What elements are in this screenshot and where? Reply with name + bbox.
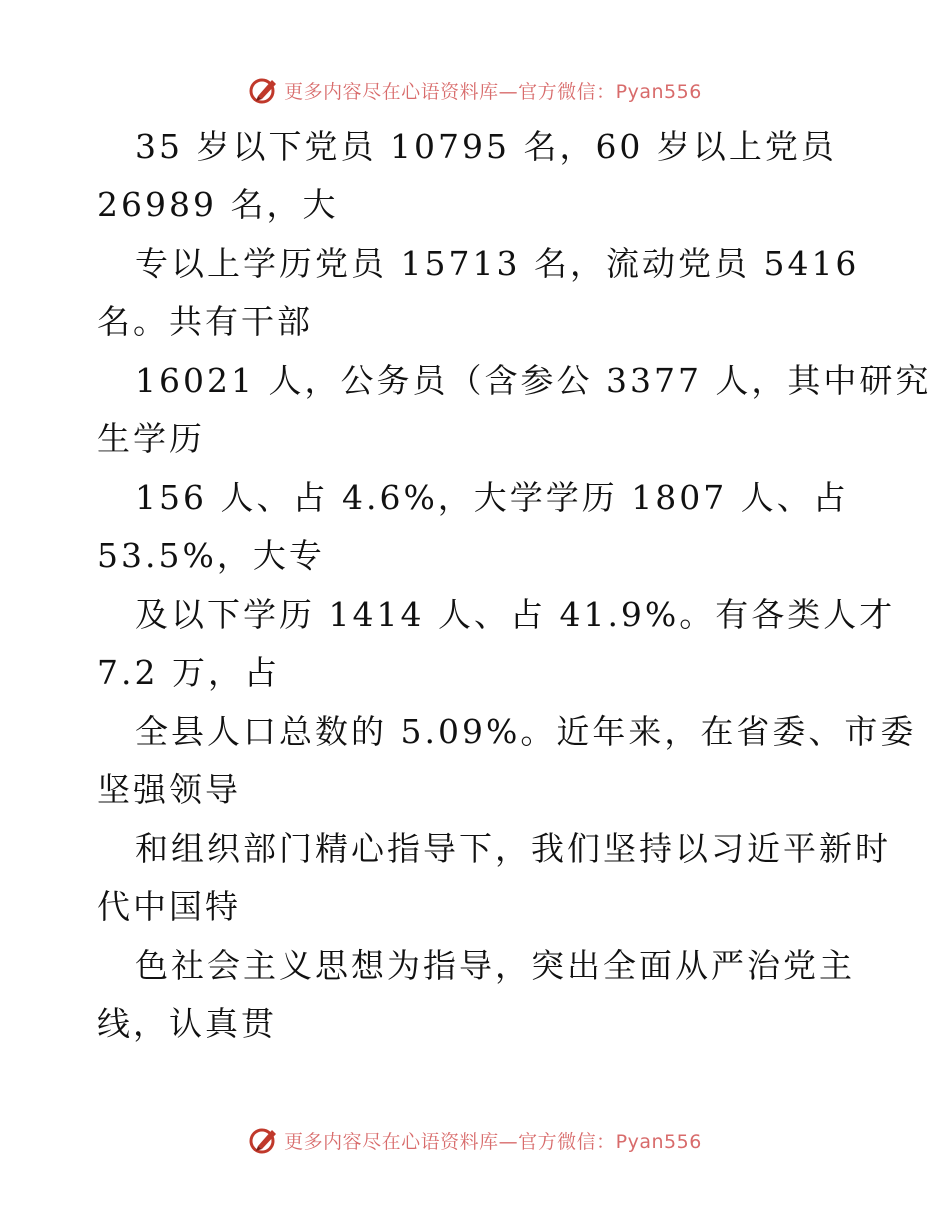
- body-line: 35 岁以下党员 10795 名，60 岁以上党员: [135, 127, 837, 166]
- body-line: 16021 人，公务员（含参公 3377 人，其中研究: [135, 361, 932, 400]
- body-line: 7.2 万，占: [97, 653, 280, 692]
- body-line: 26989 名，大: [97, 185, 339, 224]
- body-line: 及以下学历 1414 人、占 41.9%。有各类人才: [135, 595, 896, 634]
- body-line: 专以上学历党员 15713 名，流动党员 5416: [135, 244, 860, 283]
- red-pen-seal-icon: [248, 1124, 280, 1156]
- body-line: 线，认真贯: [97, 1004, 277, 1043]
- footer-banner-text: 更多内容尽在心语资料库—官方微信：Pyan556: [284, 1130, 702, 1153]
- body-line: 名。共有干部: [97, 302, 313, 341]
- body-line: 156 人、占 4.6%，大学学历 1807 人、占: [135, 478, 849, 517]
- body-line: 和组织部门精心指导下，我们坚持以习近平新时: [135, 829, 891, 868]
- body-line: 53.5%，大专: [97, 536, 325, 575]
- body-line: 全县人口总数的 5.09%。近年来，在省委、市委: [135, 712, 917, 751]
- body-line: 生学历: [97, 419, 205, 458]
- body-line: 色社会主义思想为指导，突出全面从严治党主: [135, 946, 855, 985]
- body-line: 代中国特: [97, 887, 241, 926]
- header-banner: [0, 70, 950, 110]
- header-banner-text: 更多内容尽在心语资料库—官方微信：Pyan556: [284, 80, 702, 103]
- body-line: 坚强领导: [97, 770, 241, 809]
- red-pen-seal-icon: [248, 74, 280, 106]
- footer-banner: [0, 1120, 950, 1160]
